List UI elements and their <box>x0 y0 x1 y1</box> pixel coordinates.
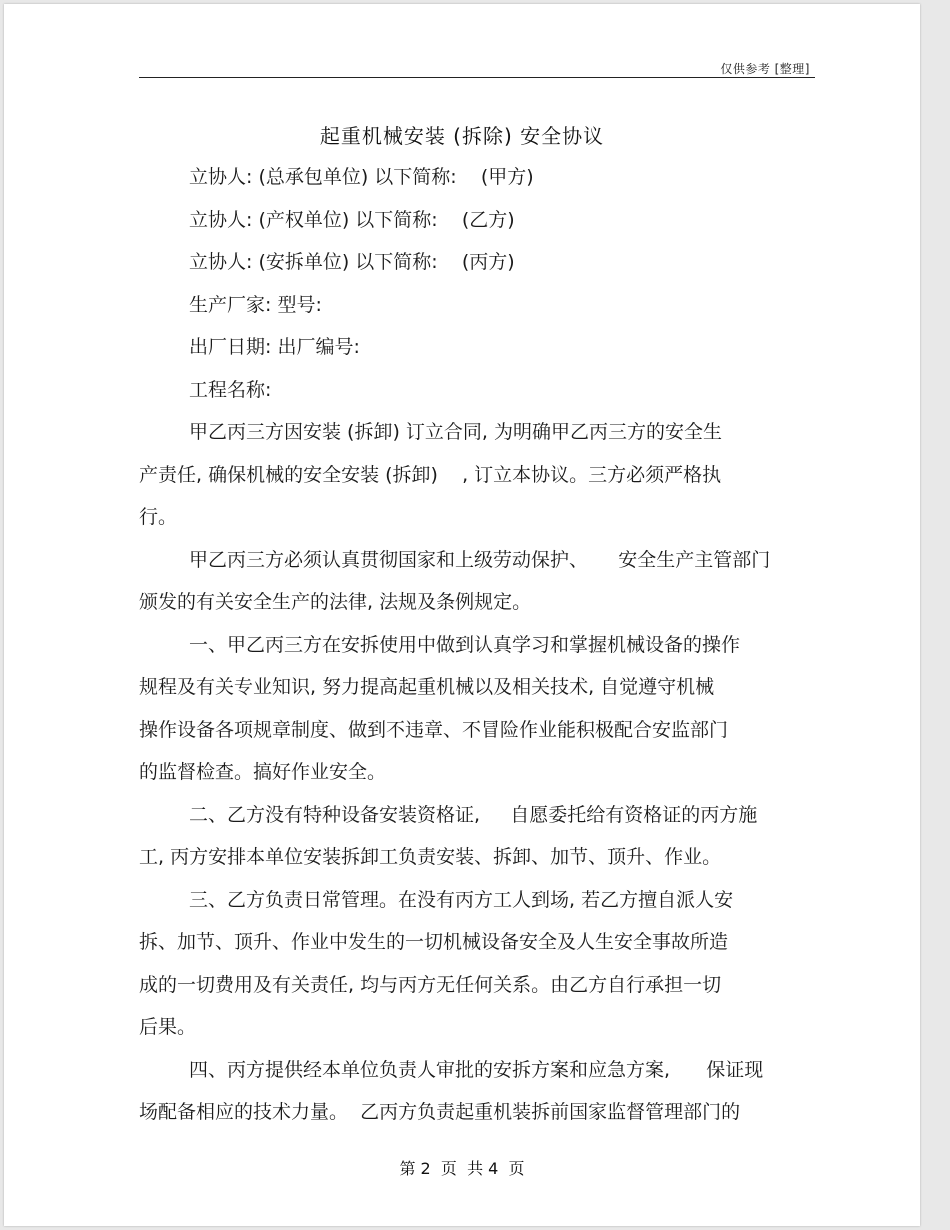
paragraph-line: 行。 <box>139 506 178 528</box>
paragraph-line: 规程及有关专业知识, 努力提高起重机械以及相关技术, 自觉遵守机械 <box>139 676 715 698</box>
paragraph <box>139 794 815 879</box>
paragraph <box>139 624 815 794</box>
paragraph-line: 成的一切费用及有关责任, 均与丙方无任何关系。由乙方自行承担一切 <box>139 973 722 996</box>
paragraph-line: 产责任, 确保机械的安全安装 (拆卸) , 订立本协议。三方必须严格执 <box>139 463 722 486</box>
paragraph-line: 颁发的有关安全生产的法律, 法规及条例规定。 <box>139 591 532 613</box>
paragraph-line: 工, 丙方安排本单位安装拆卸工负责安装、拆卸、加节、顶升、作业。 <box>139 846 722 868</box>
header-note: 仅供参考 [整理] <box>720 62 810 76</box>
paragraph <box>139 1049 815 1134</box>
paragraph-line: 四、丙方提供经本单位负责人审批的安拆方案和应急方案, 保证现 <box>189 1058 764 1081</box>
paragraph <box>139 539 815 624</box>
party-line: 立协人: (安拆单位) 以下简称: (丙方) <box>189 251 515 273</box>
document-body <box>139 156 815 1134</box>
paragraph-line: 甲乙丙三方因安装 (拆卸) 订立合同, 为明确甲乙丙三方的安全生 <box>189 421 722 443</box>
paragraph <box>139 879 815 1049</box>
paragraph-line: 操作设备各项规章制度、做到不违章、不冒险作业能积极配合安监部门 <box>139 718 729 741</box>
paragraph-line: 拆、加节、顶升、作业中发生的一切机械设备安全及人生安全事故所造 <box>139 931 729 953</box>
paragraph-line: 二、乙方没有特种设备安装资格证, 自愿委托给有资格证的丙方施 <box>189 803 758 826</box>
paragraph-line: 场配备相应的技术力量。 乙丙方负责起重机装拆前国家监督管理部门的 <box>139 1101 741 1123</box>
party-line: 立协人: (总承包单位) 以下简称: (甲方) <box>189 166 534 188</box>
paragraph-line: 一、甲乙丙三方在安拆使用中做到认真学习和掌握机械设备的操作 <box>189 633 741 656</box>
project-name-line: 工程名称: <box>189 378 272 401</box>
paragraph <box>139 411 815 539</box>
header-divider <box>139 77 815 78</box>
party-line: 立协人: (产权单位) 以下简称: (乙方) <box>189 208 515 231</box>
paragraph-line: 的监督检查。搞好作业安全。 <box>139 761 387 783</box>
paragraph-line: 三、乙方负责日常管理。在没有丙方工人到场, 若乙方擅自派人安 <box>189 888 734 911</box>
page-number: 第 2 页 共 4 页 <box>399 1159 525 1178</box>
document-page <box>4 4 920 1226</box>
manufacturer-line: 生产厂家: 型号: <box>189 293 322 316</box>
document-title: 起重机械安装 (拆除) 安全协议 <box>319 124 605 148</box>
manufacture-date-line: 出厂日期: 出厂编号: <box>189 336 360 358</box>
paragraph-line: 甲乙丙三方必须认真贯彻国家和上级劳动保护、 安全生产主管部门 <box>189 548 771 571</box>
paragraph-line: 后果。 <box>139 1016 197 1038</box>
